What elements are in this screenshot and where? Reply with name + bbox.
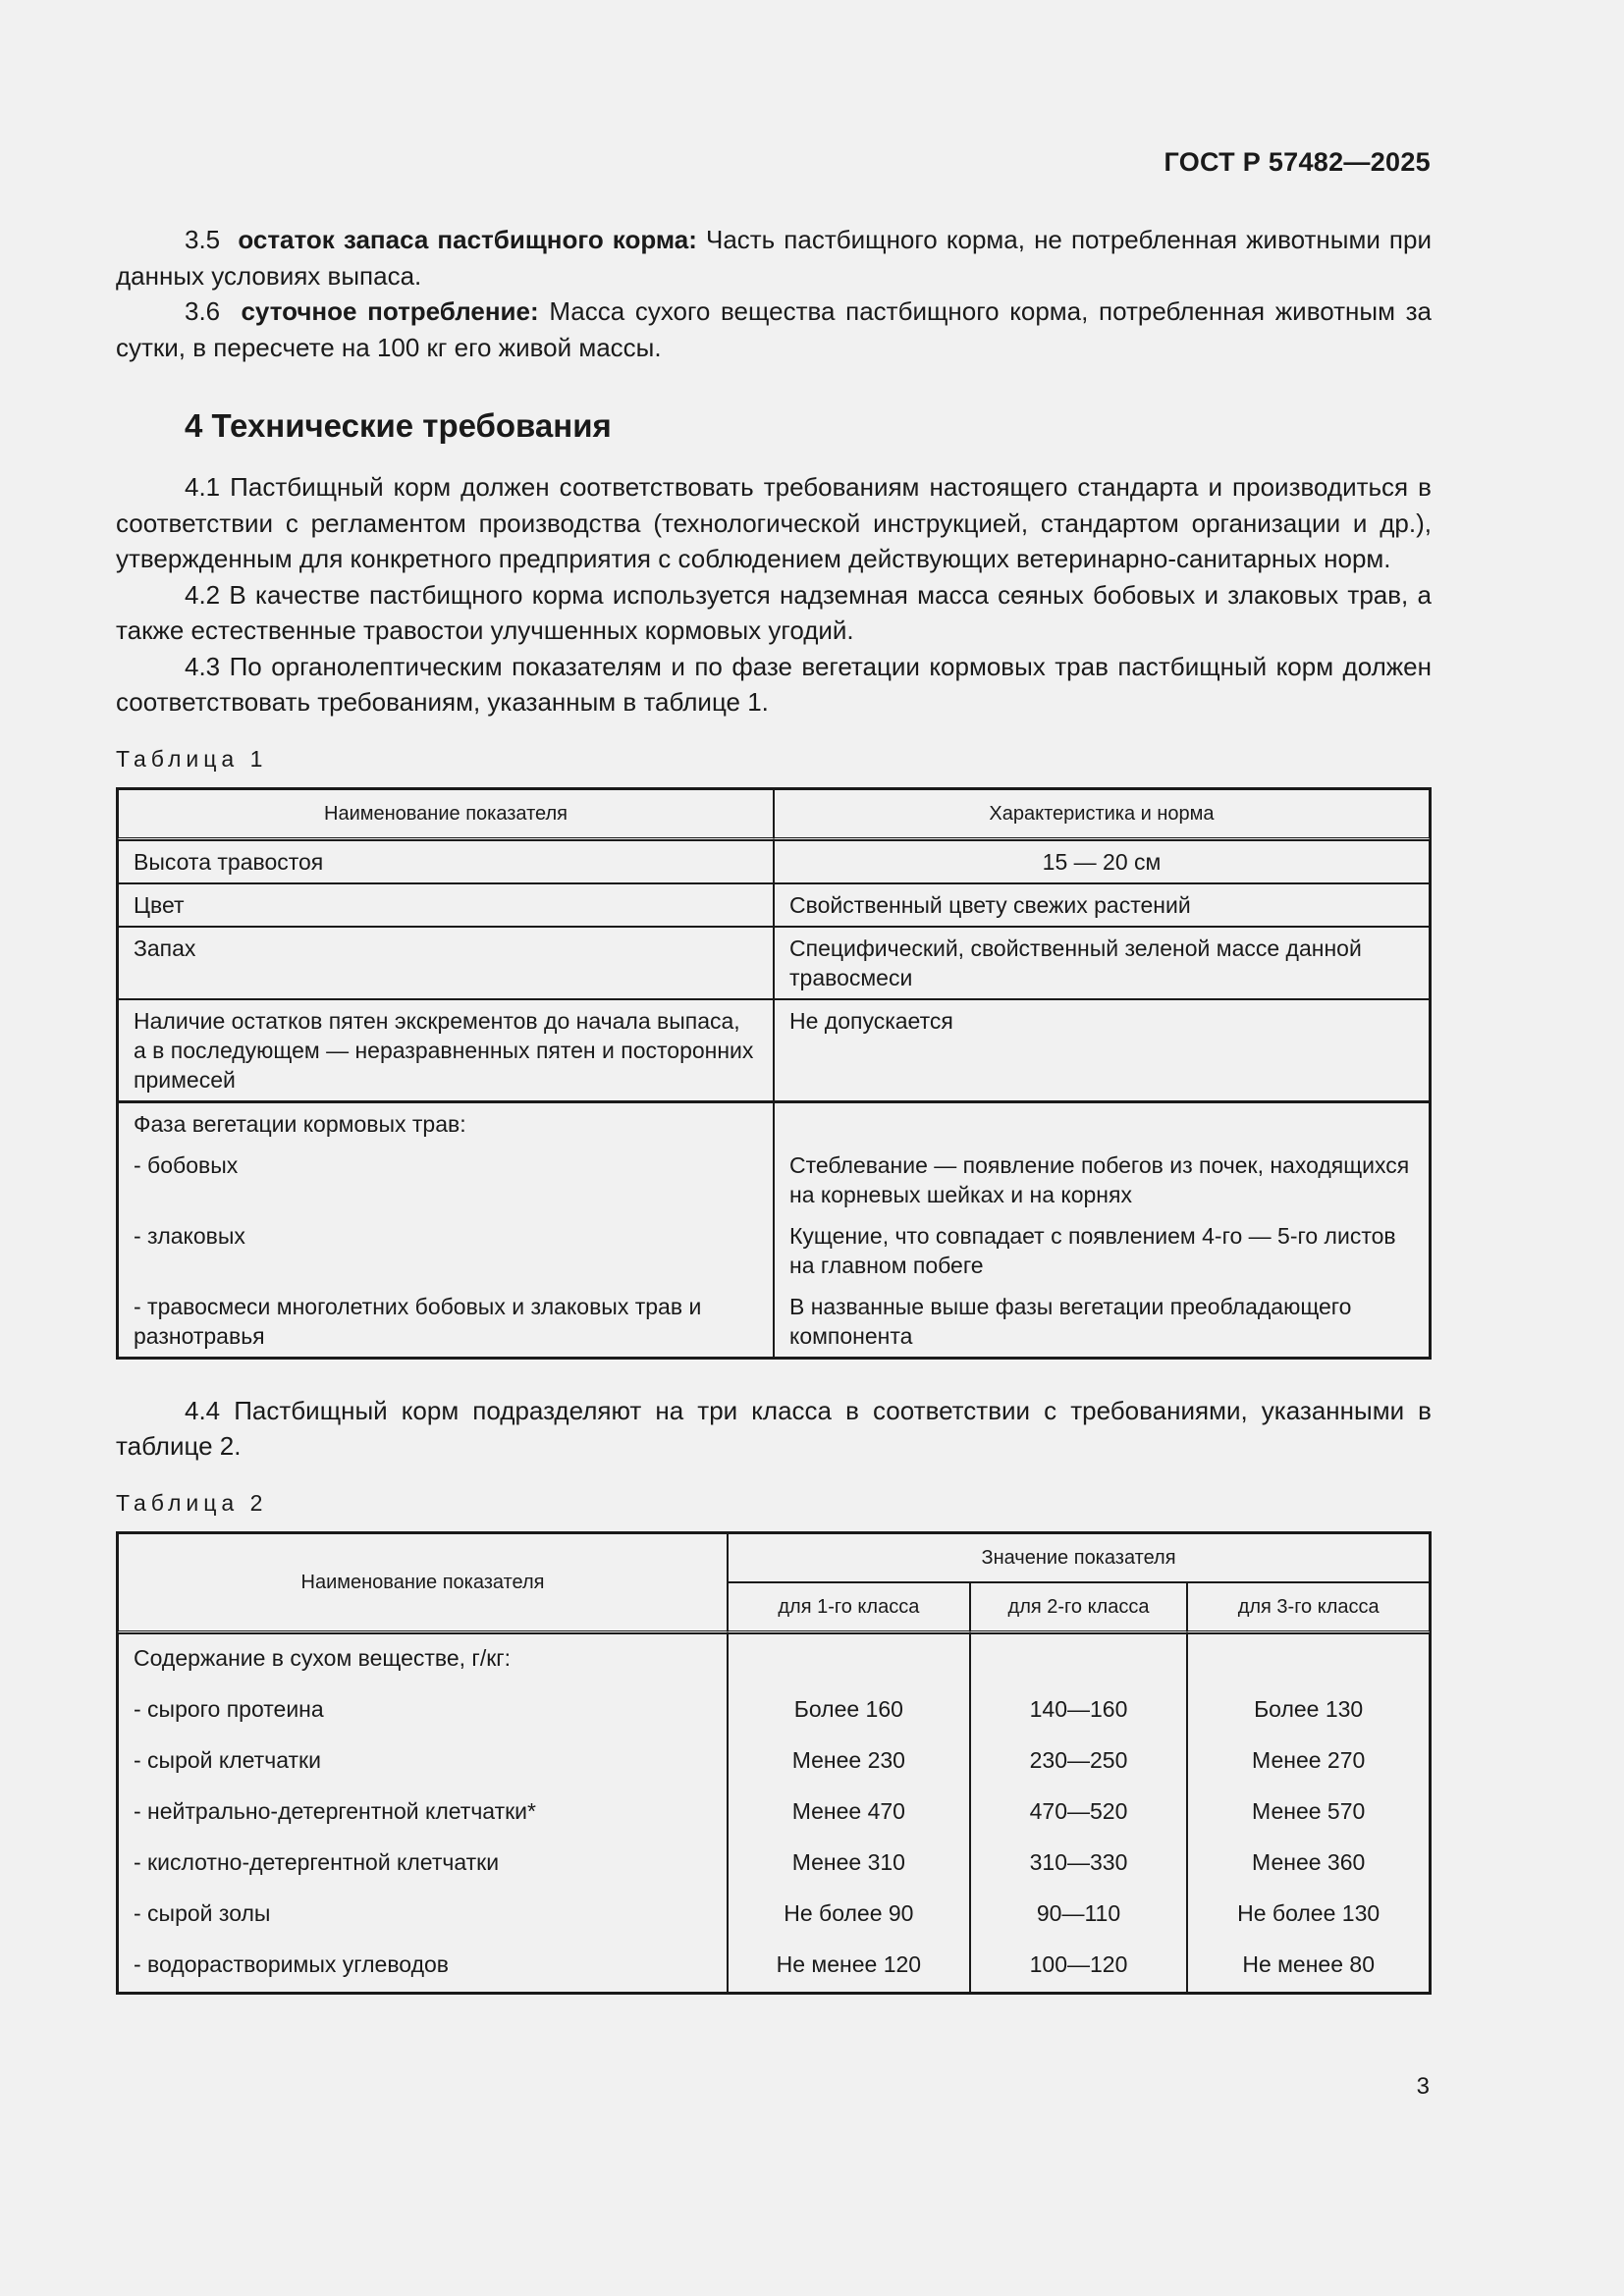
table-row: - травосмеси многолетних бобовых и злаковых трав и разнотравья В названные выше фазы вегетации преобладающего компонента	[118, 1286, 1430, 1358]
document-id: ГОСТ Р 57482—2025	[1164, 147, 1431, 177]
table2-header-class1: для 1-го класса	[728, 1582, 970, 1633]
table-row: - бобовых Стеблевание — появление побегов из почек, находящихся на корневых шейках и на корнях	[118, 1145, 1430, 1215]
table-row: - сырой золы Не более 90 90—110 Не более 130	[118, 1890, 1430, 1941]
table2-header-group: Значение показателя	[728, 1533, 1430, 1582]
table-row: Содержание в сухом веществе, г/кг:	[118, 1633, 1430, 1685]
page-content	[116, 222, 1432, 1995]
table-row: Наличие остатков пятен экскрементов до начала выпаса, а в последующем — неразравненных пятен и посторонних примесей Не допускается	[118, 999, 1430, 1101]
table2-header-name: Наименование показателя	[118, 1533, 728, 1633]
definition-3-6: 3.6 суточное потребление: Масса сухого вещества пастбищного корма, потребленная животным за сутки, в пересчете на 100 кг его живой массы.	[116, 296, 1432, 362]
table1-caption: Таблица 1	[116, 745, 268, 772]
table-row: Запах Специфический, свойственный зеленой массе данной травосмеси	[118, 927, 1430, 999]
table-row: Цвет Свойственный цвету свежих растений	[118, 883, 1430, 927]
section-title: 4 Технические требования	[185, 407, 612, 444]
table-row: Высота травостоя 15 — 20 см	[118, 840, 1430, 883]
paragraph-4-2: 4.2 В качестве пастбищного корма используется надземная масса сеяных бобовых и злаковых трав, а также естественные травостои улучшенных кормовых угодий.	[116, 579, 1432, 645]
paragraph-4-1: 4.1 Пастбищный корм должен соответствовать требованиям настоящего стандарта и производиться в соответствии с регламентом производства (технологической инструкцией, стандартом организации и др.), утвержденным для конкретного предприятия с соблюдением действующих ветеринарно-санитарных норм.	[116, 472, 1432, 573]
table2-header-class3: для 3-го класса	[1187, 1582, 1430, 1633]
table-row: - кислотно-детергентной клетчатки Менее 310 310—330 Менее 360	[118, 1839, 1430, 1890]
definition-3-5: 3.5 остаток запаса пастбищного корма: Часть пастбищного корма, не потребленная животными при данных условиях выпаса.	[116, 225, 1432, 291]
paragraph-4-3: 4.3 По органолептическим показателям и по фазе вегетации кормовых трав пастбищный корм должен соответствовать требованиям, указанным в таблице 1.	[116, 651, 1432, 717]
table-row: - сырого протеина Более 160 140—160 Более 130	[118, 1685, 1430, 1736]
table2-header-class2: для 2-го класса	[970, 1582, 1188, 1633]
table1-header-name: Наименование показателя	[118, 789, 774, 840]
table-row: - нейтрально-детергентной клетчатки* Менее 470 470—520 Менее 570	[118, 1788, 1430, 1839]
table-row: - злаковых Кущение, что совпадает с появлением 4-го — 5-го листов на главном побеге	[118, 1215, 1430, 1286]
table-2	[116, 1531, 1432, 1995]
table-1	[116, 787, 1432, 1360]
page-number: 3	[1416, 2073, 1430, 2100]
table-row: Фаза вегетации кормовых трав:	[118, 1101, 1430, 1145]
table-row: - водорастворимых углеводов Не менее 120 100—120 Не менее 80	[118, 1941, 1430, 1993]
paragraph-4-4: 4.4 Пастбищный корм подразделяют на три класса в соответствии с требованиями, указанными в таблице 2.	[116, 1395, 1432, 1461]
table-row: - сырой клетчатки Менее 230 230—250 Менее 270	[118, 1736, 1430, 1788]
table1-header-norm: Характеристика и норма	[774, 789, 1430, 840]
table2-caption: Таблица 2	[116, 1489, 268, 1516]
